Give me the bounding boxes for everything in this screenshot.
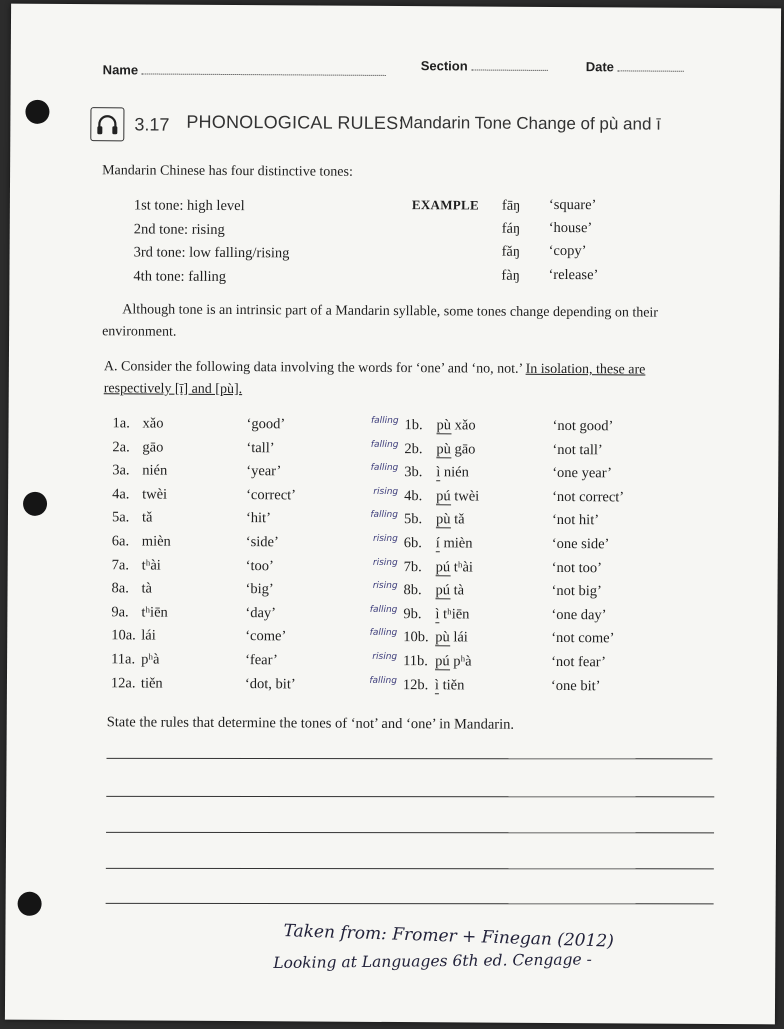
row-word-b: twèi	[454, 488, 480, 505]
handwritten-tone-note: falling	[370, 415, 399, 427]
row-num-a: 11a.	[111, 651, 136, 668]
intro-text: Mandarin Chinese has four distinctive tones:	[102, 163, 353, 180]
row-phrase-b	[435, 653, 472, 670]
row-phrase-b	[435, 677, 465, 694]
handwritten-citation-line-2: Looking at Languages 6th ed. Cengage -	[273, 950, 592, 973]
date-field	[586, 56, 684, 75]
handwritten-tone-note: falling	[370, 463, 399, 474]
row-num-b: 3b.	[404, 464, 423, 481]
handwritten-tone-note: falling	[370, 439, 399, 450]
row-gloss-a: ‘side’	[245, 534, 279, 551]
tone-1-word: fāŋ	[501, 197, 521, 214]
row-word-a: tiěn	[140, 675, 163, 692]
tone-3-gloss: ‘copy’	[548, 242, 587, 260]
row-word-a: tǎ	[141, 509, 153, 526]
row-num-a: 3a.	[112, 462, 130, 479]
row-gloss-a: ‘big’	[245, 581, 274, 598]
tone-4-name: 4th tone: falling	[133, 268, 227, 285]
row-prefix-b: pù	[436, 417, 452, 434]
tone-3-word: fǎŋ	[501, 243, 521, 260]
row-gloss-a: ‘dot, bit’	[244, 675, 296, 693]
section-a-line-2	[104, 381, 242, 398]
row-gloss-b: ‘not fear’	[551, 653, 607, 671]
row-word-a: tà	[141, 580, 153, 597]
date-blank	[618, 56, 684, 71]
row-word-a: xǎo	[142, 415, 164, 432]
section-a-line-1	[104, 359, 646, 378]
handwritten-tone-note: falling	[369, 604, 398, 615]
paragraph-text: Although tone is an intrinsic part of a Mandarin syllable, some tones change depending on their environment.	[102, 302, 659, 340]
row-gloss-b: ‘one year’	[552, 465, 613, 482]
row-prefix-b: pú	[435, 653, 450, 670]
row-phrase-b	[435, 582, 464, 599]
answer-line-5[interactable]	[106, 903, 714, 905]
row-gloss-b: ‘not come’	[551, 630, 615, 647]
answer-line-1[interactable]	[107, 758, 713, 760]
row-word-b: tiěn	[442, 676, 465, 694]
tone-4-gloss: ‘release’	[548, 266, 599, 284]
row-phrase-b	[436, 464, 469, 481]
row-phrase-b	[436, 535, 473, 552]
row-gloss-a: ‘good’	[246, 416, 286, 433]
row-prefix-b: ì	[435, 606, 440, 623]
row-word-b: mièn	[443, 535, 473, 552]
binder-hole-bottom	[18, 892, 42, 916]
row-gloss-b: ‘one side’	[551, 535, 610, 553]
row-word-a: tʰài	[141, 557, 161, 574]
row-num-b: 4b.	[404, 487, 423, 504]
row-prefix-b: í	[435, 535, 440, 552]
section-label: Section	[420, 58, 468, 74]
row-phrase-b	[436, 512, 465, 529]
row-num-a: 7a.	[111, 556, 130, 573]
handwritten-citation-line-1: Taken from: Fromer + Finegan (2012)	[283, 921, 615, 952]
date-label: Date	[585, 59, 614, 75]
row-num-a: 2a.	[112, 438, 130, 455]
row-gloss-b: ‘one day’	[551, 606, 607, 624]
row-gloss-a: ‘tall’	[246, 439, 275, 456]
row-num-b: 10b.	[403, 629, 429, 646]
row-prefix-b: pù	[435, 629, 450, 646]
row-phrase-b	[436, 488, 479, 505]
row-word-b: lái	[453, 629, 468, 646]
name-label: Name	[102, 62, 139, 78]
binder-hole-middle	[23, 492, 47, 516]
section-a-underlined-1: In isolation, these are	[525, 361, 646, 378]
row-gloss-b: ‘not tall’	[552, 441, 603, 458]
row-gloss-a: ‘year’	[246, 463, 282, 480]
row-word-b: tǎ	[454, 511, 465, 528]
row-num-b: 1b.	[404, 417, 423, 434]
handwritten-tone-note: rising	[372, 557, 398, 568]
row-num-a: 8a.	[111, 580, 129, 597]
page-subtitle: Mandarin Tone Change of pù and ī	[399, 113, 661, 134]
section-a-underlined-2: respectively [ī] and [pù].	[103, 381, 243, 398]
row-prefix-b: pù	[435, 511, 451, 528]
handwritten-tone-note: rising	[373, 533, 398, 545]
handwritten-tone-note: falling	[369, 628, 398, 639]
tone-1-gloss: ‘square’	[548, 196, 597, 214]
row-word-a: pʰà	[141, 651, 160, 668]
worksheet-page	[5, 4, 781, 1025]
tone-2-name: 2nd tone: rising	[133, 221, 225, 238]
row-word-b: gāo	[454, 440, 476, 458]
tone-2-gloss: ‘house’	[548, 219, 593, 237]
section-a-lead: A. Consider the following data involving the words for ‘one’ and ‘no, not.’	[103, 359, 526, 377]
row-word-a: gāo	[142, 439, 164, 456]
answer-line-2[interactable]	[106, 796, 714, 798]
row-phrase-b	[436, 441, 475, 458]
handwritten-tone-note: falling	[370, 510, 399, 521]
row-gloss-a: ‘day’	[245, 604, 277, 622]
example-label: EXAMPLE	[411, 197, 480, 213]
row-word-b: tʰiēn	[442, 606, 470, 623]
row-num-b: 5b.	[403, 511, 423, 528]
row-word-b: nién	[443, 464, 469, 481]
row-gloss-b: ‘not correct’	[552, 488, 625, 506]
row-num-b: 9b.	[403, 605, 422, 622]
row-prefix-b: pù	[436, 440, 451, 457]
row-gloss-a: ‘hit’	[245, 510, 271, 527]
row-phrase-b	[436, 559, 473, 576]
tone-1-name: 1st tone: high level	[133, 197, 245, 215]
page-title: PHONOLOGICAL RULES:	[186, 111, 404, 134]
row-prefix-b: pú	[435, 558, 451, 575]
answer-line-3[interactable]	[106, 832, 714, 834]
row-num-a: 10a.	[111, 627, 136, 644]
row-num-a: 9a.	[111, 604, 129, 621]
section-blank	[471, 55, 547, 70]
tone-4-word: fàŋ	[501, 267, 520, 284]
row-gloss-b: ‘not good’	[552, 417, 614, 435]
tone-3-name: 3rd tone: low falling/rising	[133, 244, 290, 262]
row-gloss-b: ‘not big’	[551, 583, 602, 600]
rules-prompt: State the rules that determine the tones of ‘not’ and ‘one’ in Mandarin.	[106, 714, 515, 733]
row-word-b: tà	[453, 582, 465, 599]
row-num-b: 2b.	[404, 440, 423, 457]
row-num-a: 4a.	[112, 486, 130, 503]
row-num-b: 6b.	[403, 535, 422, 552]
row-num-a: 12a.	[110, 674, 136, 692]
row-word-b: tʰài	[453, 558, 474, 576]
handwritten-tone-note: rising	[372, 581, 398, 592]
row-num-a: 6a.	[111, 533, 130, 550]
row-word-b: pʰà	[453, 653, 472, 670]
row-gloss-a: ‘correct’	[246, 486, 297, 504]
tone-2-word: fáŋ	[501, 220, 521, 237]
row-phrase-b	[436, 417, 475, 434]
handwritten-tone-note: falling	[369, 675, 398, 686]
binder-hole-top	[25, 100, 49, 124]
row-word-a: tʰiēn	[141, 604, 168, 621]
row-prefix-b: pú	[436, 488, 451, 505]
row-prefix-b: ì	[434, 676, 440, 693]
row-gloss-b: ‘not too’	[551, 559, 603, 576]
handwritten-tone-note: rising	[372, 651, 398, 663]
row-word-a: twèi	[142, 486, 168, 503]
row-phrase-b	[435, 606, 469, 623]
row-gloss-a: ‘fear’	[245, 652, 278, 669]
row-prefix-b: pú	[435, 582, 451, 599]
row-phrase-b	[435, 630, 468, 647]
row-num-b: 11b.	[403, 653, 428, 670]
row-gloss-a: ‘too’	[245, 557, 274, 574]
row-num-b: 8b.	[403, 582, 422, 599]
name-field	[103, 59, 386, 79]
headphones-icon	[91, 108, 123, 140]
row-num-a: 1a.	[112, 415, 130, 432]
row-num-b: 7b.	[403, 558, 422, 575]
row-word-b: xǎo	[454, 417, 476, 434]
exercise-number: 3.17	[134, 114, 170, 135]
row-gloss-a: ‘come’	[245, 628, 287, 645]
row-word-a: nién	[142, 462, 168, 479]
row-word-a: lái	[141, 627, 156, 644]
row-gloss-b: ‘one bit’	[550, 677, 601, 694]
row-word-a: mièn	[141, 533, 171, 550]
section-field	[421, 55, 548, 74]
row-gloss-b: ‘not hit’	[551, 512, 600, 529]
row-num-b: 12b.	[402, 676, 429, 693]
handwritten-tone-note: rising	[373, 486, 399, 497]
row-num-a: 5a.	[111, 509, 130, 526]
name-blank	[142, 59, 386, 75]
answer-line-4[interactable]	[106, 868, 714, 870]
headphones-icon-box	[90, 107, 124, 141]
row-prefix-b: ì	[436, 464, 441, 481]
